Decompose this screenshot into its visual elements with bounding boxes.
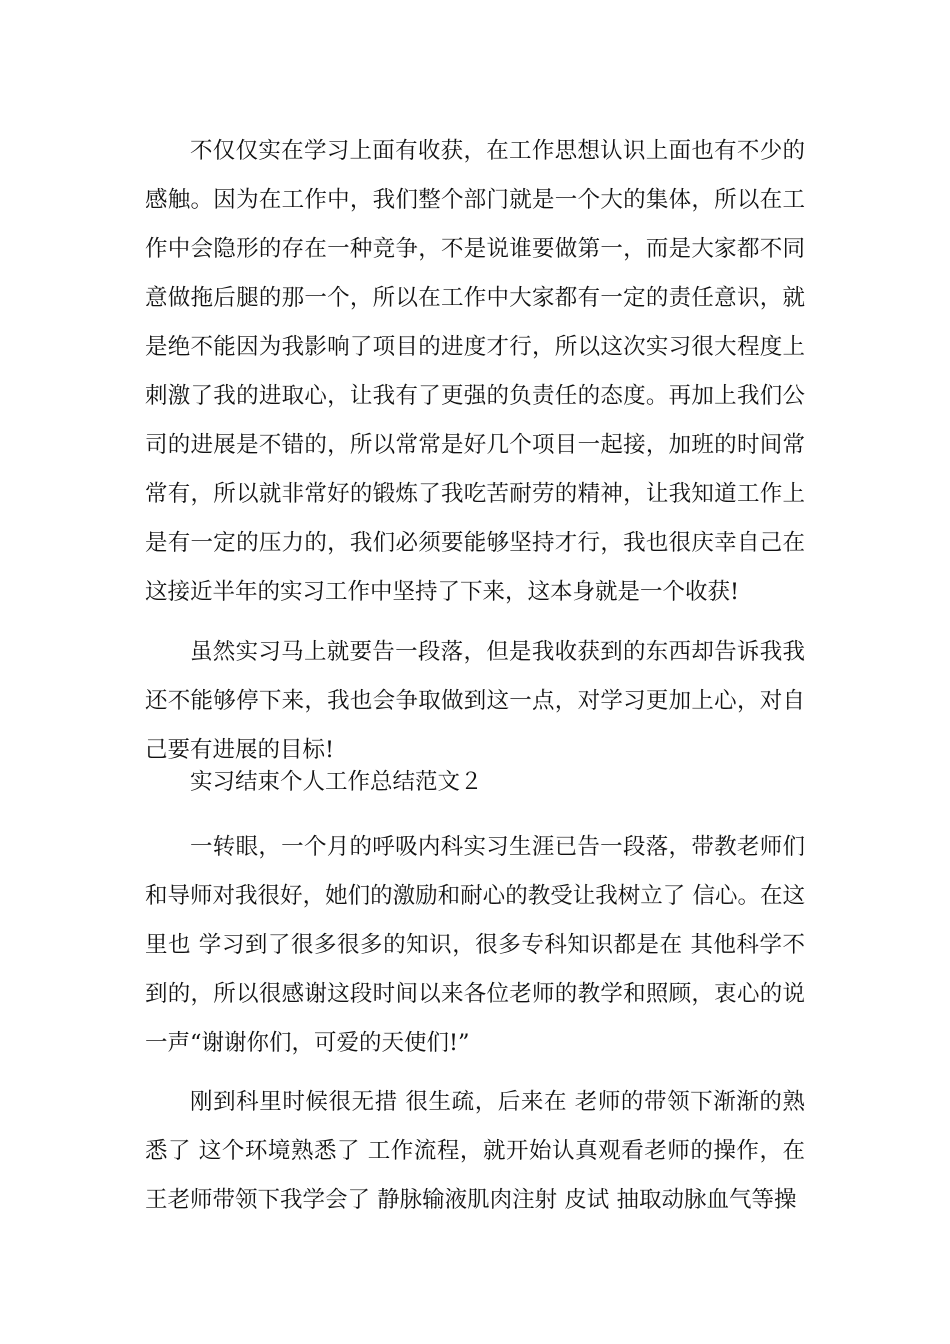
body-paragraph: 刚到科里时候很无措 很生疏，后来在 老师的带领下渐渐的熟悉了 这个环境熟悉了 工作流程，就开始认真观看老师的操作，在王老师带领下我学会了 静脉输液肌肉注射 皮试 抽取动脉血气等操 xyxy=(145,1089,805,1213)
paragraph-block xyxy=(145,127,805,617)
paragraph-block xyxy=(145,628,805,775)
paragraph-block xyxy=(145,823,805,1068)
section-heading: 实习结束个人工作总结范文２ xyxy=(190,769,483,795)
body-paragraph: 虽然实习马上就要告一段落，但是我收获到的东西却告诉我我还不能够停下来，我也会争取做到这一点，对学习更加上心，对自己要有进展的目标! xyxy=(145,639,805,763)
paragraph-block xyxy=(145,1078,805,1225)
body-paragraph: 一转眼，一个月的呼吸内科实习生涯已告一段落，带教老师们和导师对我很好，她们的激励和耐心的教受让我树立了 信心。在这里也 学习到了很多很多的知识，很多专科知识都是在 其他科学不 到的，所以很感谢这段时间以来各位老师的教学和照顾，衷心的说一声“谢谢你们，可爱的天使们!” xyxy=(145,834,805,1056)
body-paragraph: 不仅仅实在学习上面有收获，在工作思想认识上面也有不少的感触。因为在工作中，我们整个部门就是一个大的集体，所以在工作中会隐形的存在一种竞争，不是说谁要做第一，而是大家都不同意做拖后腿的那一个，所以在工作中大家都有一定的责任意识，就是绝不能因为我影响了项目的进度才行，所以这次实习很大程度上刺激了我的进取心，让我有了更强的负责任的态度。再加上我们公司的进展是不错的，所以常常是好几个项目一起接，加班的时间常常有，所以就非常好的锻炼了我吃苦耐劳的精神，让我知道工作上是有一定的压力的，我们必须要能够坚持才行，我也很庆幸自己在这接近半年的实习工作中坚持了下来，这本身就是一个收获! xyxy=(145,138,805,605)
paragraph-block xyxy=(145,758,805,807)
